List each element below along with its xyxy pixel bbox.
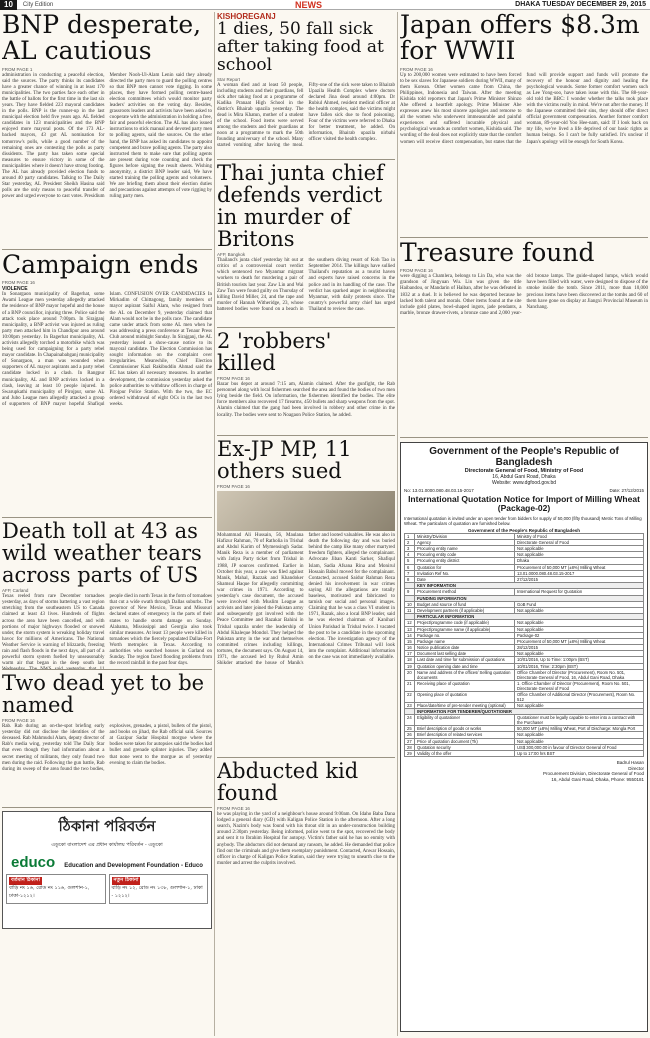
row-label: Quotation opening date and time <box>415 663 515 669</box>
story-abducted <box>217 758 395 1033</box>
byline: FROM PAGE 16 <box>217 806 250 812</box>
story-campaign <box>2 250 212 518</box>
row-label: Last date and time for submission of quotations <box>415 657 515 663</box>
tender-directorate: Directorate General of Food, Ministry of Food <box>464 468 584 474</box>
row-number: 16 <box>405 645 415 651</box>
row-label: Budget and source of fund <box>415 601 515 607</box>
headline: 2 'robbers' killed <box>217 329 332 376</box>
row-number: 2 <box>405 539 415 545</box>
story-body: Up to 200,000 women were estimated to have been forced to be sex slaves for Japanese soldiers during WWII, many of them Korean. Other women came from China, the Philippines, Indonesia and Taiwan. After the meeting Kishida told reporters that Japan's Prime Minister Shinzo Abe offered a heartfelt apology. Prime Minister Abe expresses anew his most sincere apologies and remorse to all the women who underwent immeasurable and painful experiences and suffered incurable physical and psychological wounds as comfort women, Kishida said. The wording of the deal does not explicitly state that the comfort women will receive direct compensation, but states that the fund will provide support and funds will promote the recovery of the honour and dignity and healing the psychological wounds. Some former comfort women such as Lee Yong-soo, have taken issue with this. The 88-year-old told the BBC: I wonder whether the talks took place with the victims really in mind. We're not after the money. If the Japanese committed their sins, they should offer direct official government compensation. Another former comfort woman, 89-year-old Yoo Hee-nam, said: If I look back on my life, we've lived a life deprived of our basic rights as human beings. So I can't be fully satisfied. It's unclear if Japan's apology will be enough for South Korea. <box>400 72 648 145</box>
row-value: Procurement of 50,000 MT (±8%) Milling Wheat <box>515 638 644 644</box>
row-label: Document last selling date <box>415 651 515 657</box>
tender-refs <box>404 488 644 493</box>
educo-address-ad <box>2 811 212 929</box>
row-value: 28/12/2015 <box>515 645 644 651</box>
story-body: Thailand's junta chief yesterday hit out at critics of a controversial court verdict which sentenced two Myanmar migrant workers to death for murdering a pair of British tourists last year. Zaw Lin and Wai Zaw Tun were found guilty on Thursday of killing David Miller, 24, and the rape and murder of Hannah Witheridge, 23, whose battered bodies were found on a beach in the southern diving resort of Koh Tao in September 2014. The killings have sullied Thailand's reputation as a tourist haven and experts have raised concerns in the police and in its handling of the case. The verdict has sparked anger in neighbouring Myanmar, with daily protests since. The country's powerful army chief has urged Thailand to review the case. <box>217 258 395 312</box>
row-label: Package no. <box>415 632 515 638</box>
row-value: US$ 300,000.00 in favour of Director General of Food <box>515 744 644 750</box>
new-address-label: নতুন ঠিকানা <box>113 877 139 883</box>
ad-tagline: Education and Development Foundation - Educo <box>64 863 203 869</box>
row-label: Quotation security <box>415 744 515 750</box>
row-number: 6 <box>405 564 415 570</box>
section-label: NEWS <box>295 0 322 10</box>
row-label: Date <box>415 577 515 583</box>
story-japan <box>400 10 648 238</box>
address-table <box>6 874 208 904</box>
headline: Thai junta chief defends verdict in murder of Britons <box>217 161 384 252</box>
row-number: 28 <box>405 744 415 750</box>
kicker: KISHOREGANJ <box>217 12 276 21</box>
tender-address: 16, Abdul Gani Road, Dhaka <box>492 474 556 480</box>
byline: Star Report <box>217 76 241 82</box>
story-bnp <box>2 10 212 250</box>
row-number: 14 <box>405 632 415 638</box>
ad-headline: ঠিকানা পরিবর্তন <box>58 817 156 835</box>
row-value: Not applicable <box>515 607 644 613</box>
row-number: 25 <box>405 726 415 732</box>
byline: FROM PAGE 16 <box>400 268 433 274</box>
tender-row <box>405 744 644 750</box>
new-address-box <box>109 874 209 904</box>
row-label: Price of quotation document (Tk) <box>415 738 515 744</box>
new-address: বাড়ি নং ১২, রোড নং ১৩৮, গুলশান-১, ঢাকা - ১২১২। <box>111 885 203 899</box>
tender-row <box>405 726 644 732</box>
story-ex-jp <box>217 436 395 758</box>
headline: Treasure found <box>400 238 595 267</box>
byline: AFP, Bangkok <box>217 252 246 258</box>
row-label: Opening place of quotation <box>415 691 515 702</box>
row-label: Brief description of goods or works <box>415 726 515 732</box>
story-two-dead <box>2 670 212 808</box>
ad-tagline-bn: এডুকো বাংলাদেশ এর প্রধান কার্যালয় পরিবর্তন - এডুকো <box>51 842 163 848</box>
news-photo <box>217 491 395 531</box>
story-body: were digging a Chamlera, belongs to Lin Da, who was the grandson of Jingyuan Wu. Lin was given the title Haibandou, or Mandarin of Haiban, after he was defeated in 1832 at a duel. It is believed he was deported because he lacked both talent and morals. Other items found at the site include gold plates, bowl-shaped ingots, jade pendants, a marble, bronze drawer-rivets, a bronze cane and 2,000 year-old bronze lamps. The guide-shaped lumps, which would have been filled with water, were designed to dispose of the smoke inside the tomb. Since 2011, more than 10,000 precious items have been discovered at the tombs and 60 of them have gone on display at Jiangxi Provincial Museum in Nanchang. <box>400 274 648 316</box>
row-value: 10/01/2016, Up to Time: 1:00pm (BST) <box>515 657 644 663</box>
row-number: 23 <box>405 702 415 708</box>
right-column <box>400 10 648 1032</box>
row-value: Directorate General of Food <box>515 539 644 545</box>
row-number: 8 <box>405 577 415 583</box>
story-body: In Sonargaon municipality of Bagerhat, some Awami League men yesterday allegedly attacked the residence of BNP mayor hopeful and the house of a BNP councillor, injuring three. Police said the attack took place around 7:00pm. In Sirajganj municipality, a BNP activist was injured as ruling party men attacked him in Chandipur area around 10:00pm yesterday. In Bagerhat municipality, AL activists allegedly torched a motorbike which was being used for campaigning for a party rebel mayor candidate. In Chapainababganj municipality of Sonargaon, a man was wounded when supporters of AL mayor aspirants and a party rebel candidate locked in a clash. In Rangpur municipality, AL and BNP activists locked in a clash, leaving at least 10 people injured. In Swarupkathi municipality of Pirojpur, some AL and Jubo League men allegedly attacked a group of supporters of BNP mayor hopeful Shafiqul Islam. CONFUSION OVER CANDIDACIES In Mirkadim of Chittagong, family members of mayor aspirant Saiful Alam, who resigned from the AL on December 9, yesterday claimed that Alam would not be in the polls race. The candidate came under attack from some AL men when he was addressing a press conference at Tenaur Press Club around midnight Sunday. In Sirajganj, the AL yesterday issued a show-cause notice to its mayoral candidate. The Election Commission has sought information on the complaint over irregularities. Meanwhile, Chief Election Commissioner Kazi Rakibuddin Ahmad said the EC has taken all necessary measures. In another development, the commission yesterday asked the police authorities to withdraw officers in charge of Pirojpur Police Station. With the two, the EC ordered withdrawal of eight OCs in the last two weeks. <box>2 292 212 407</box>
row-number: 29 <box>405 750 415 756</box>
byline: FROM PAGE 16 <box>217 376 250 382</box>
story-body: A woman died and at least 50 people, including students and their guardians, fell sick after taking food at a programme of Kadika Pranaat High School in the district's Bhairab upazila yesterday. The dead is Mira Khatun, mother of a student of the school. Food items were served among the students and their guardians at noon at a programme to mark the 50th founding anniversary of the school. Many started vomiting after having the meal. Fifty-one of the sick were taken to Bhairab Upazila Health Complex where doctors declared Jina dead around 4:00pm. Dr Rubiul Ahmed, resident medical officer at the health complex, said the victims might have fallen sick due to food poisoning. Four of the victims were referred to Dhaka for better treatment, he added. On information, Bhairab upazila nirbahi officer visited the health complex. <box>217 82 395 149</box>
headline: Campaign ends <box>2 250 199 279</box>
row-number: 1 <box>405 533 415 539</box>
signature-office: Procurement Division, Directorate General of Food <box>542 771 644 777</box>
tender-notice <box>400 442 648 1032</box>
row-number: 4 <box>405 552 415 558</box>
row-number: 26 <box>405 732 415 738</box>
tender-row <box>405 691 644 702</box>
tender-title: International Quotation Notice for Import of Milling Wheat (Package-02) <box>408 494 640 514</box>
row-number: 13 <box>405 626 415 632</box>
row-number: 18 <box>405 657 415 663</box>
row-label: Package name <box>415 638 515 644</box>
row-value: Dhaka <box>515 558 644 564</box>
story-treasure <box>400 238 648 438</box>
row-label: Project/programme name (if applicable) <box>415 626 515 632</box>
row-value: Not applicable <box>515 702 644 708</box>
row-number: 9 <box>405 589 415 595</box>
column-divider <box>214 12 215 1036</box>
signature-title: Director <box>628 765 644 771</box>
page-number: 10 <box>0 0 17 10</box>
tender-row <box>405 669 644 680</box>
left-column <box>2 10 212 929</box>
story-body: Rab. Rab during an on-the-spot briefing early yesterday did not disclose the identities of the deceased. Rab Mahmudul Alam, deputy director of Rab's media wing, yesterday told The Daily Star that even though they had information about a secret meeting of militants, they only found two men during the raid. Following the gun battle, Rab during its sweep of the area found the two bodies, explosives, grenades, a pistol, bullets of the pistol, and books on jihad, the Rab official said. Sources at Gazipur Sadar Hospital morgue where the bodies were taken for autopsies said the bodies had bullet and grenade splinter injuries. They added that none went to the morgue as of yesterday evening to claim the bodies. <box>2 724 212 772</box>
tender-row <box>405 680 644 691</box>
story-body: Mohammad Ali Hussain, 56, Maulana Hafizur Rahman, 70 of Ratholia in Trishal and Abdul Karim of Mymensingh Sadar. Manik Reza is a member of parliament with Jatiya Party ticket from Trishal in 1988, JP sources confirmed. Earlier in October this year, a case was filed against Manik, Mahal, Razzak and Khandoker Shamsul Haque for allegedly committing war crimes in 1971. According to yesterday's case document, the accused were involved with Muslim League as activists and later joined the Pakistan army and subsequently got involved with the Peace Committee and Razakar Bahini in Trishal upazila under the leadership of Abdul Khaleque Mondol. They helped the Pakistan army in the war and themselves committed crimes including killings, tortures, the document says. On August 14, 1971, the accused led by Ruhul Amin Shikder attacked the house of Manik's father and looted valuables. He was also in death the following day and was buried behind the camp like many other martyred freedom fighters, alleged the complainant. Advocate Jiban Kanti Sarker, Shafiqul Islam, Sadia Afsana Rina and Monirul Hossain Babul moved for the complainant. Contacted, accused Saidur Rahman Reza denied his involvement in war crimes saying All the allegations are totally baseless, motivated and fabricated to tarnish our social and personal images. Claiming that he was a class VI student in 1971, Razak, also a local BNP leader, said he was elected chairman of Kanihari Union Parishad in Trishal twice. I vacated the post to be a candidate in the upcoming election. The investigation agency of the International Crimes Tribunal will look into the complaint. Additional information on the case was not immediately available. <box>217 533 395 667</box>
row-label: Quotation for <box>415 564 515 570</box>
byline: FROM PAGE 1 <box>2 66 33 72</box>
headline: Death toll at 43 as wild weather tears across parts of US <box>2 519 202 588</box>
row-number: 27 <box>405 738 415 744</box>
story-body: Texas reeled from rare December tornadoes yesterday, as days of storms battering a vast region stretching from the southeastern US to Canada claimed at least 43 lives. Hundreds of flights across the area have been cancelled, and with portions of major highways flooded or snowed under, the storm system is wreaking holiday travel havoc for millions of Americans. The National Weather Service is warning of blizzards, freezing rain and flash floods in the next days, all part of a powerful storm system fuelled by unseasonably warm air that began in the deep south last Wednesday. The NWS said yesterday that 11 people died in north Texas in the form of tornadoes that cut a wide swath through Dallas suburbs. The governor of New Mexico, Texas and Missouri declared states of emergency in the parts of their states to handle storm damage on Sunday. Alabama, Mississippi and Georgia also took similar measures. At least 13 people were killed in tornadoes which the fiercely populated Dallas-Fort Worth metroplex in Texas. According to authorities who searched houses in Garland on Sunday. The region faced flooding problems from the record rainfall in the past four days. <box>2 594 212 670</box>
row-label: Invitation Ref No. <box>415 570 515 576</box>
row-number: 3 <box>405 546 415 552</box>
row-label: Procurement method <box>415 589 515 595</box>
row-number: 10 <box>405 601 415 607</box>
row-label: Brief description of related services <box>415 732 515 738</box>
tender-table <box>404 533 644 757</box>
story-robbers <box>217 328 395 436</box>
headline: Ex-JP MP, 11 others sued <box>217 437 352 484</box>
row-label: Eligibility of quotationer <box>415 715 515 726</box>
row-label: Agency <box>415 539 515 545</box>
row-label: KEY INFORMATION <box>415 583 644 589</box>
edition-label: City Edition <box>22 1 54 8</box>
tender-row <box>405 715 644 726</box>
middle-column <box>217 10 395 1033</box>
headline: 1 dies, 50 fall sick after taking food at school <box>217 19 384 75</box>
row-label: Receiving place of quotation <box>415 680 515 691</box>
tender-gov-line: Government of the People's Republic of Bangladesh <box>467 527 581 533</box>
signature-address: 16, Abdul Gani Road, Dhaka, Phone: 9550181 <box>551 776 644 782</box>
tender-ref-no: No: 13.01.0000.080.48.03.15-2017 <box>404 488 474 493</box>
headline: Japan offers $8.3m for WWII <box>400 10 640 66</box>
row-value: Not applicable <box>515 626 644 632</box>
row-value: Not applicable <box>515 546 644 552</box>
row-value: 50,000 MT (±8%) Milling Wheat, Port of Discharge: Mongla Port <box>515 726 644 732</box>
old-address-label: বর্তমান ঠিকানা <box>11 877 40 883</box>
byline: FROM PAGE 16 <box>2 280 35 286</box>
row-value: 13.01.0000.080.48.03.15-2017 <box>515 570 644 576</box>
row-label: Ministry/Division <box>415 533 515 539</box>
byline: FROM PAGE 16 <box>2 718 35 724</box>
row-value: Office Chamber of Additional Director (Procurement), Room No. 512 <box>515 691 644 702</box>
old-address-box <box>6 874 106 904</box>
row-number: 20 <box>405 669 415 680</box>
row-value: 27/12/2015 <box>515 577 644 583</box>
row-label: Procuring entity code <box>415 552 515 558</box>
tender-row <box>405 750 644 756</box>
tender-date: Date: 27/12/2015 <box>609 488 644 493</box>
row-value: 10/01/2016, Time: 2:30pm (BST) <box>515 663 644 669</box>
headline: Abducted kid found <box>217 759 359 806</box>
row-label: Project/programme code (if applicable) <box>415 620 515 626</box>
row-label: FUNDING INFORMATION <box>415 595 644 601</box>
story-body: Bazar bus depot at around 7:15 am, Alamin claimed. After the gunfight, the Rab personnel along with local fishermen searched the area and found the bodies of two men lying beside the field. On information, the fishermen identified the bodies. The elite force members also recovered 17 firearms, 450 bullets and sharp weapons from the spot. Alamin claimed that the gang had been involved in robbery and other crime in the locality. The bodies were sent to Noagaon Police Station, he added. <box>217 382 395 418</box>
subhead: VIOLENCE <box>2 286 28 293</box>
row-number: 11 <box>405 607 415 613</box>
row-label: Procuring entity name <box>415 546 515 552</box>
row-number: 22 <box>405 691 415 702</box>
old-address: বাড়ি নং ১৬, রোড নং ১১৬, গুলশান-১, ঢাকা-১২১২। <box>9 885 90 899</box>
row-number: 21 <box>405 680 415 691</box>
row-number: 19 <box>405 663 415 669</box>
row-value: Up to 17:00 hrs BST <box>515 750 644 756</box>
tender-website: Website: www.dgfood.gov.bd <box>491 480 557 486</box>
byline: FROM PAGE 16 <box>400 66 433 72</box>
headline: Two dead yet to be named <box>2 671 205 718</box>
row-number: 12 <box>405 620 415 626</box>
tender-signature <box>404 760 644 782</box>
row-value: Not applicable <box>515 552 644 558</box>
story-body: he was playing in the yard of a neighbour's house around 9:00am. On Idaho Baba Dana lodged a general diary (GD) with Kaligan Police Station in the afternoon. After a long search, Nazim's body was found with his throat slit in an under-construction building around 2:30pm yesterday. Being informed, police went to the spot, recovered the body and sent it to Ibrahim Hospital for autopsy. Victim's father said he has no enmity with anybody. The abductors did not demand any ransom, he added. He demanded that police find out the criminals and give them exemplary punishment. Contacted, Anwar Hossain, officer in charge of Kaligan Police Station, said they were trying to unearth clue to the murder and arrest the culprits involved. <box>217 812 395 866</box>
tender-government: Government of the People's Republic of Bangladesh <box>429 446 619 468</box>
story-thai <box>217 160 395 328</box>
byline: FROM PAGE 16 <box>217 484 250 490</box>
row-value: Not applicable <box>515 732 644 738</box>
row-value: Procurement of 50,000 MT (±8%) Milling Wheat <box>515 564 644 570</box>
headline: BNP desperate, AL cautious <box>2 10 202 66</box>
row-label: Notice publication date <box>415 645 515 651</box>
row-label: Place/date/time of pre-tender meeting (optional) <box>415 702 515 708</box>
educo-logo: educo <box>11 854 56 871</box>
row-value: Package-02 <box>515 632 644 638</box>
row-value: Not applicable <box>515 620 644 626</box>
row-number: 24 <box>405 715 415 726</box>
story-kishoreganj <box>217 10 395 160</box>
row-number: 15 <box>405 638 415 644</box>
row-value: International Request for Quotation <box>515 589 644 595</box>
row-label: INFORMATION FOR TENDERER/QUOTATIONER <box>415 709 644 715</box>
row-label: Procuring entity district <box>415 558 515 564</box>
tender-intro: International quotation is invited under an open tender from bidders for supply of 50,000 (fifty thousand) Metric Tons of Milling Wheat. The particulars of quotation are furnished below. <box>404 515 642 526</box>
row-label: Development partners (if applicable) <box>415 607 515 613</box>
row-value: Quotationer must be legally capable to enter into a contract with the Purchaser <box>515 715 644 726</box>
row-number: 17 <box>405 651 415 657</box>
row-value: GoB Fund <box>515 601 644 607</box>
row-label: Validity of the offer <box>415 750 515 756</box>
dateline: DHAKA TUESDAY DECEMBER 29, 2015 <box>515 1 646 8</box>
row-value: Office Chamber of Director (Procurement), Room No. 501, Directorate General of Food, 16, Abdul Gani Road, Dhaka <box>515 669 644 680</box>
row-label: PARTICULAR INFORMATION <box>415 614 644 620</box>
story-death-toll <box>2 518 212 670</box>
row-value: Not applicable <box>515 738 644 744</box>
row-label: Name and address of the offices/ Selling quotation documents <box>415 669 515 680</box>
row-value: Not applicable <box>515 651 644 657</box>
row-value: 1. Office Chamber of Director (Procurement), Room No. 501, Directorate General of Food <box>515 680 644 691</box>
story-body: administration in conducting a peaceful election, said the sources. The party thinks its candidates have a greater chance of winning in at least 170 municipalities. The two parties face each other in the battle of ballots for the first time in the last six years. They have fielded 223 mayoral candidates in the polls. BNP is the runner-up in the last municipal election held five years ago. AL fielded candidates in 123 municipalities and the BNP enjoyed more mayoral posts. Of the 173 AL-backed mayors, 43 got AL nomination for tomorrow's polls, while a good number of the remaining ones are contesting the polls as party dissidents. The party has taken some special measures to ensure victory in some of the municipalities where it doesn't have strong footing. The AL has already provided election funds to around 40 party candidates. Talking to The Daily Star yesterday, AL President Sheikh Hasina said polls are the only means to peaceful transfer of power and urged everyone to cast votes. Presidium Member Nooh-Ul-Alam Lenin said they already directed the party men to guard the polling centres so that BNP men cannot vote rigging. In some places, they have formed polling centre-based election committees which would monitor party leaders' activities on the voting day. Besides, grassroots leaders and activists have been asked to cooperate with the administration in holding a free, fair and peaceful election. The AL has also issued instructions to stick manual and devoted party men to polling agents, said the sources. On the other hand, the BNP has asked its candidates to appoint competent and brave polling agents. The party also instructed them to make sure that polling agents are present during vote counting and check the figures before signing the result sheets. Wishing anonymity, a district BNP leader said, We have started training the polling agents and volunteers. We are briefing them about their election duties and precautions against attempts of vote rigging by ruling party men. <box>2 72 212 200</box>
row-number: 5 <box>405 558 415 564</box>
column-divider <box>397 12 398 1036</box>
signature-name: Badrul Hasan <box>616 760 644 766</box>
row-value: Ministry of Food <box>515 533 644 539</box>
row-number: 7 <box>405 570 415 576</box>
byline: AFP, Carland <box>2 588 29 594</box>
